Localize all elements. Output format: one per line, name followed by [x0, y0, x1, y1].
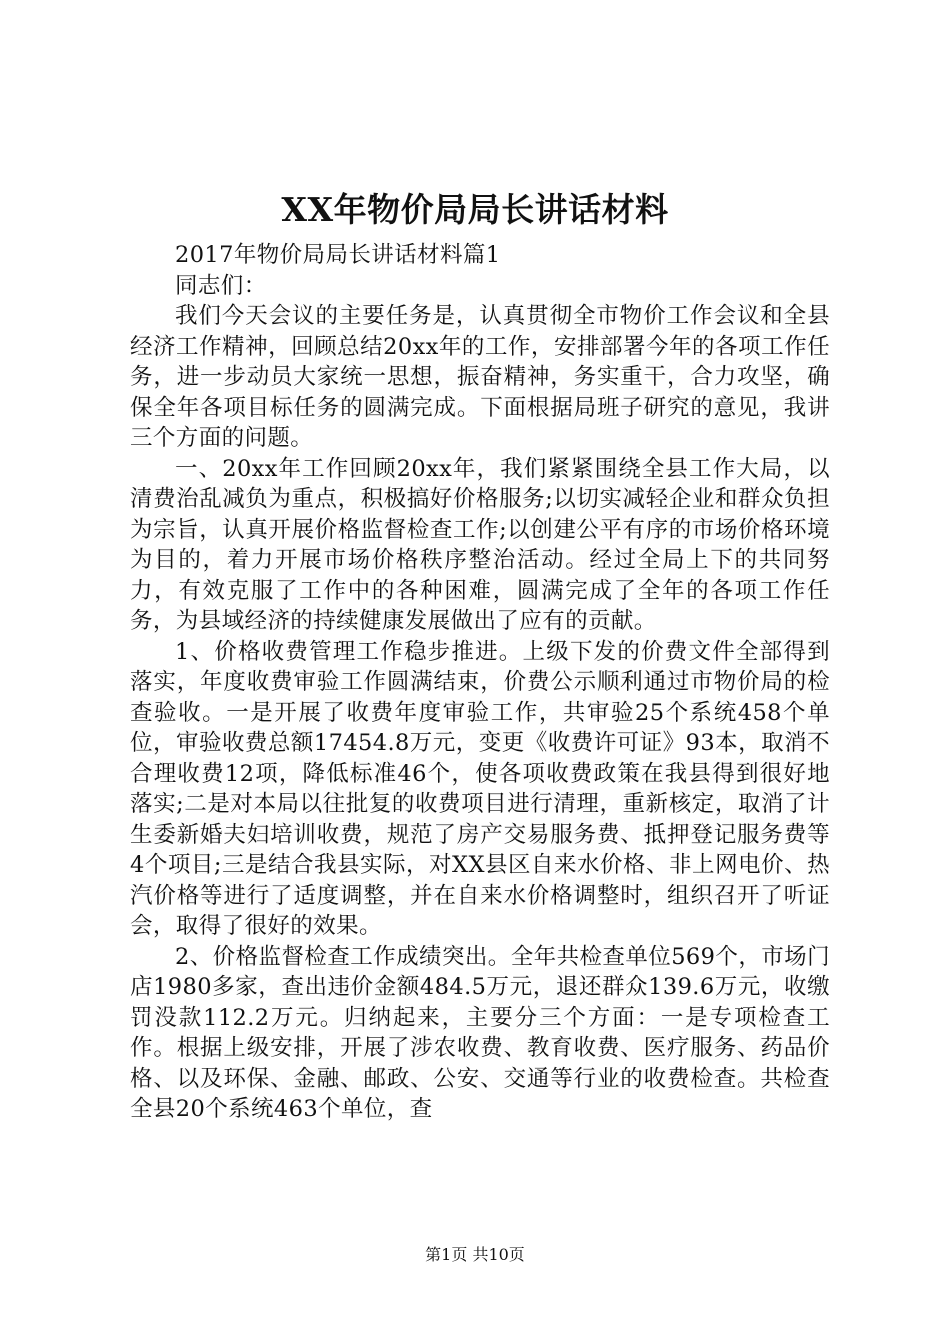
paragraph-salutation: 同志们： [175, 272, 267, 299]
document-title: XX年物价局局长讲话材料 [281, 190, 669, 229]
paragraph-subtitle: 2017年物价局局长讲话材料篇1 [175, 242, 501, 268]
paragraph-section-one: 一、20xx年工作回顾20xx年，我们紧紧围绕全县工作大局，以清费治乱减负为重点，积极搞好价格服务;以切实减轻企业和群众负担为宗旨，认真开展价格监督检查工作;以创建公平有序的市场价格环境为目的，着力开展市场价格秩序整治活动。经过全局上下的共同努力，有效克服了工作中的各种困难，圆满完成了全年的各项工作任务，为县域经济的持续健康发展做出了应有的贡献。 [130, 455, 830, 634]
paragraph-price-supervision: 2、价格监督检查工作成绩突出。全年共检查单位569个，市场门店1980多家，查出违价金额484.5万元，退还群众139.6万元，收缴罚没款112.2万元。归纳起来，主要分三个方面：一是专项检查工作。根据上级安排，开展了涉农收费、教育收费、医疗服务、药品价格、以及环保、金融、邮政、公安、交通等行业的收费检查。共检查全县20个系统463个单位，查 [130, 943, 830, 1122]
document-body [130, 240, 830, 1125]
page-footer: 第1页 共10页 [425, 1245, 525, 1264]
paragraph-price-fee-management: 1、价格收费管理工作稳步推进。上级下发的价费文件全部得到落实，年度收费审验工作圆满结束，价费公示顺利通过市物价局的检查验收。一是开展了收费年度审验工作，共审验25个系统458个单位，审验收费总额17454.8万元，变更《收费许可证》93本，取消不合理收费12项，降低标准46个，使各项收费政策在我县得到很好地落实;二是对本局以往批复的收费项目进行清理，重新核定，取消了计生委新婚夫妇培训收费，规范了房产交易服务费、抵押登记服务费等4个项目;三是结合我县实际，对XX县区自来水价格、非上网电价、热汽价格等进行了适度调整，并在自来水价格调整时，组织召开了听证会，取得了很好的效果。 [130, 638, 830, 939]
paragraph-intro: 我们今天会议的主要任务是，认真贯彻全市物价工作会议和全县经济工作精神，回顾总结20xx年的工作，安排部署今年的各项工作任务，进一步动员大家统一思想，振奋精神，务实重干，合力攻坚，确保全年各项目标任务的圆满完成。下面根据局班子研究的意见，我讲三个方面的问题。 [130, 303, 830, 451]
